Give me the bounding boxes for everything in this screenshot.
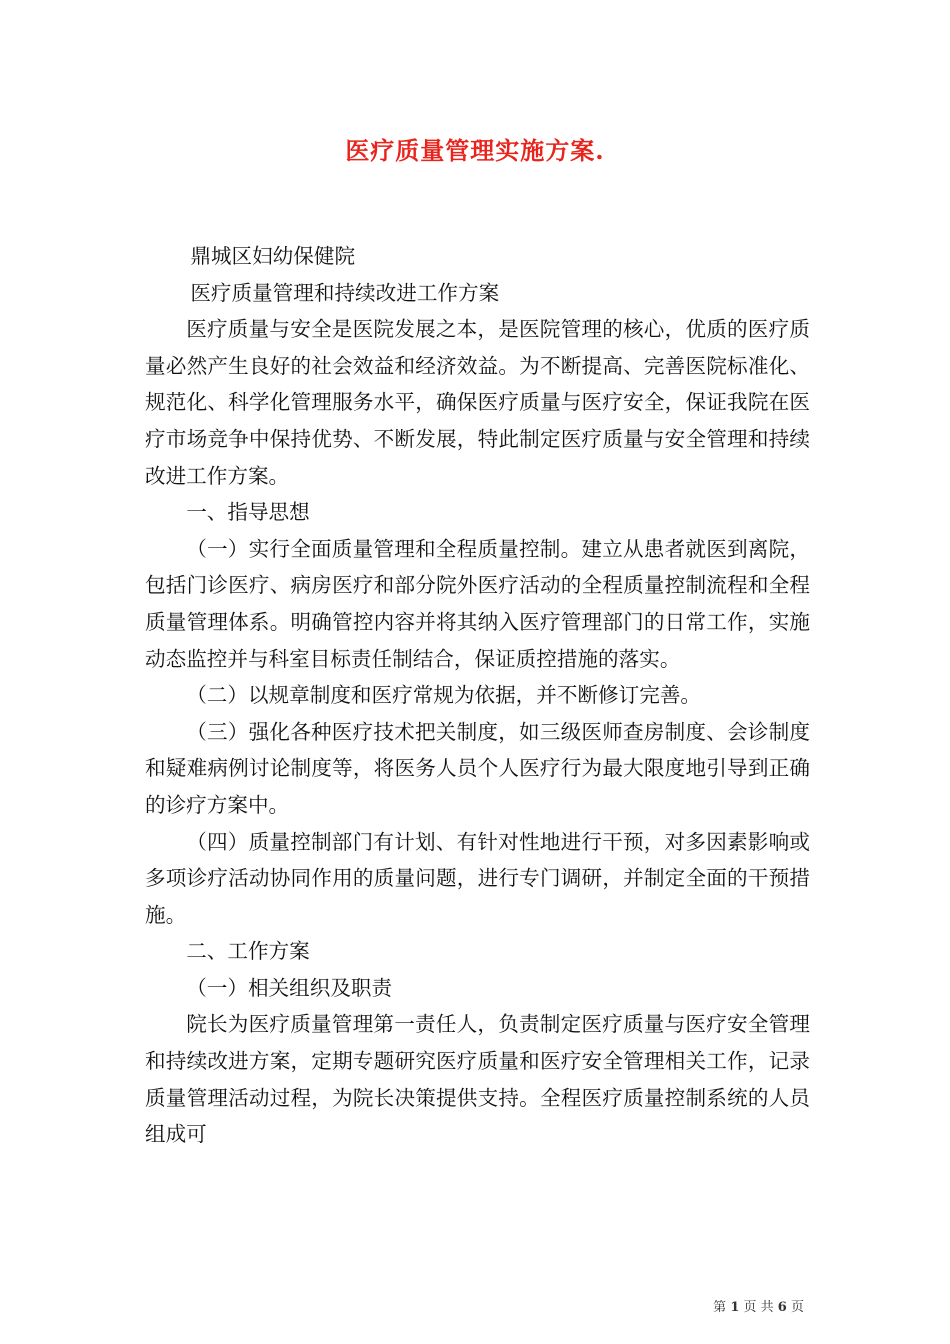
page-prefix: 第 — [713, 1300, 727, 1315]
intro-paragraph: 医疗质量与安全是医院发展之本，是医院管理的核心，优质的医疗质量必然产生良好的社会效益和经济效益。为不断提高、完善医院标准化、规范化、科学化管理服务水平，确保医疗质量与医疗安全，保证我院在医疗市场竞争中保持优势、不断发展，特此制定医疗质量与安全管理和持续改进工作方案。 — [145, 317, 810, 488]
section-heading-work-plan: 二、工作方案 — [186, 939, 310, 964]
paragraph-president-duties: 院长为医疗质量管理第一责任人，负责制定医疗质量与医疗安全管理和持续改进方案，定期专题研究医疗质量和医疗安全管理相关工作，记录质量管理活动过程，为院长决策提供支持。全程医疗质量控制系统的人员组成可 — [145, 1012, 810, 1147]
paragraph-item-1: （一）实行全面质量管理和全程质量控制。建立从患者就医到离院，包括门诊医疗、病房医疗和部分院外医疗活动的全程质量控制流程和全程质量管理体系。明确管控内容并将其纳入医疗管理部门的日常工作，实施动态监控并与科室目标责任制结合，保证质控措施的落实。 — [145, 536, 810, 671]
paragraph-item-2: （二）以规章制度和医疗常规为依据，并不断修订完善。 — [186, 683, 702, 708]
paragraph-item-4: （四）质量控制部门有计划、有针对性地进行干预，对多因素影响或多项诊疗活动协同作用的质量问题，进行专门调研，并制定全面的干预措施。 — [145, 829, 810, 927]
document-body — [145, 238, 810, 1153]
document-title: 医疗质量管理实施方案. — [345, 136, 605, 165]
page-number-footer — [713, 1296, 804, 1315]
page-current: 1 — [730, 1300, 740, 1315]
subsection-heading-organization: （一）相关组织及职责 — [186, 975, 393, 1000]
page-middle: 页 共 — [743, 1300, 774, 1315]
paragraph-item-3: （三）强化各种医疗技术把关制度，如三级医师查房制度、会诊制度和疑难病例讨论制度等，将医务人员个人医疗行为最大限度地引导到正确的诊疗方案中。 — [145, 719, 810, 817]
page-total: 6 — [777, 1300, 787, 1315]
section-heading-guiding-ideas: 一、指导思想 — [186, 500, 310, 525]
org-name: 鼎城区妇幼保健院 — [190, 244, 356, 268]
plan-subtitle: 医疗质量管理和持续改进工作方案 — [190, 280, 500, 305]
page-suffix: 页 — [790, 1300, 804, 1315]
